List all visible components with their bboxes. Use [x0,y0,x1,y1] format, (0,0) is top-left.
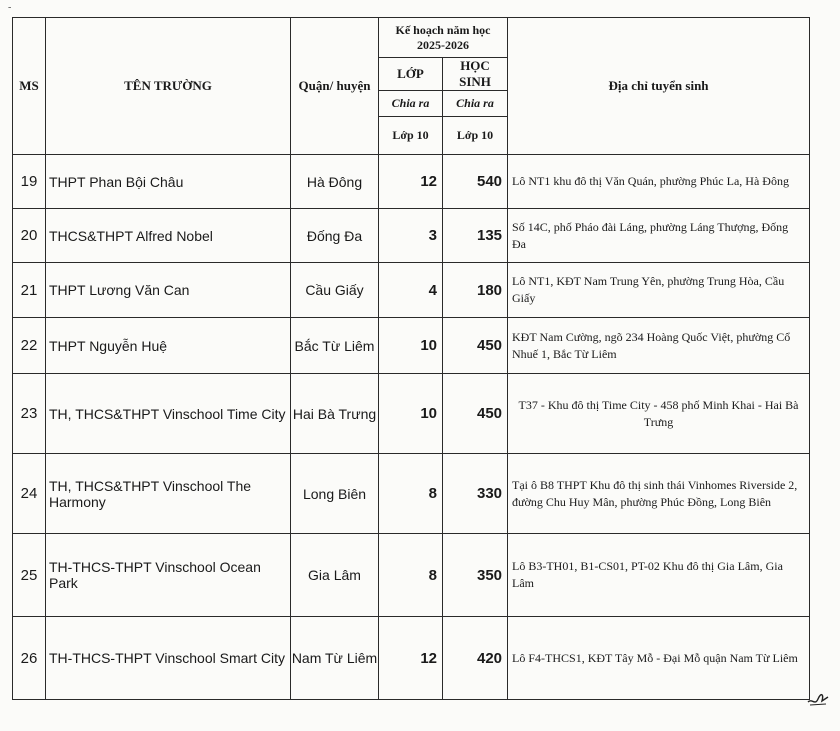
row-district: Gia Lâm [291,534,379,617]
header-breakdown-students: Chia ra [443,91,508,117]
table-header [13,18,810,155]
row-classes: 12 [379,617,443,700]
header-grade-classes: Lớp 10 [379,117,443,155]
row-students: 330 [443,454,508,534]
enrollment-table [12,17,810,700]
row-address: Lô NT1, KĐT Nam Trung Yên, phường Trung Hòa, Cầu Giấy [508,263,810,318]
row-address: KĐT Nam Cường, ngõ 234 Hoàng Quốc Việt, phường Cổ Nhuế 1, Bắc Từ Liêm [508,318,810,374]
row-classes: 3 [379,209,443,263]
row-address: Lô F4-THCS1, KĐT Tây Mỗ - Đại Mỗ quận Nam Từ Liêm [508,617,810,700]
row-school-name: THPT Lương Văn Can [46,263,291,318]
header-address: Địa chỉ tuyển sinh [508,18,810,155]
row-students: 350 [443,534,508,617]
table-row [13,155,810,209]
row-classes: 4 [379,263,443,318]
row-district: Bắc Từ Liêm [291,318,379,374]
row-district: Cầu Giấy [291,263,379,318]
row-school-name: TH-THCS-THPT Vinschool Smart City [46,617,291,700]
table-row [13,263,810,318]
row-students: 450 [443,374,508,454]
table-row [13,374,810,454]
row-school-name: TH-THCS-THPT Vinschool Ocean Park [46,534,291,617]
header-classes: LỚP [379,58,443,91]
row-district: Nam Từ Liêm [291,617,379,700]
row-students: 540 [443,155,508,209]
table-body [13,155,810,700]
row-school-name: THPT Phan Bội Châu [46,155,291,209]
row-address: Số 14C, phố Pháo đài Láng, phường Láng Thượng, Đống Đa [508,209,810,263]
header-plan [379,18,508,58]
header-grade-students: Lớp 10 [443,117,508,155]
row-classes: 10 [379,318,443,374]
row-ms: 21 [13,263,46,318]
row-ms: 20 [13,209,46,263]
row-ms: 24 [13,454,46,534]
row-school-name: THPT Nguyễn Huệ [46,318,291,374]
row-classes: 10 [379,374,443,454]
row-ms: 19 [13,155,46,209]
signature-mark [806,688,830,708]
row-classes: 8 [379,534,443,617]
table-row [13,209,810,263]
header-school-name: TÊN TRƯỜNG [46,18,291,155]
row-students: 450 [443,318,508,374]
row-address: Lô NT1 khu đô thị Văn Quán, phường Phúc La, Hà Đông [508,155,810,209]
row-district: Hai Bà Trưng [291,374,379,454]
row-classes: 12 [379,155,443,209]
row-address: T37 - Khu đô thị Time City - 458 phố Minh Khai - Hai Bà Trưng [508,374,810,454]
row-students: 135 [443,209,508,263]
page-mark: - [8,2,12,13]
header-ms: MS [13,18,46,155]
header-plan-line1: Kế hoạch năm học [395,22,491,37]
row-address: Lô B3-TH01, B1-CS01, PT-02 Khu đô thị Gia Lâm, Gia Lâm [508,534,810,617]
row-students: 420 [443,617,508,700]
header-district: Quận/ huyện [291,18,379,155]
row-district: Đống Đa [291,209,379,263]
table-row [13,617,810,700]
header-plan-line2: 2025-2026 [417,37,469,52]
row-school-name: TH, THCS&THPT Vinschool Time City [46,374,291,454]
row-school-name: THCS&THPT Alfred Nobel [46,209,291,263]
row-students: 180 [443,263,508,318]
row-ms: 25 [13,534,46,617]
row-ms: 22 [13,318,46,374]
header-students: HỌC SINH [443,58,508,91]
row-address: Tại ô B8 THPT Khu đô thị sinh thái Vinhomes Riverside 2, đường Chu Huy Mân, phường Phúc Đồng, Long Biên [508,454,810,534]
row-school-name: TH, THCS&THPT Vinschool The Harmony [46,454,291,534]
row-ms: 26 [13,617,46,700]
row-district: Long Biên [291,454,379,534]
row-ms: 23 [13,374,46,454]
row-classes: 8 [379,454,443,534]
table-row [13,534,810,617]
row-district: Hà Đông [291,155,379,209]
table-row [13,454,810,534]
header-breakdown-classes: Chia ra [379,91,443,117]
table-row [13,318,810,374]
